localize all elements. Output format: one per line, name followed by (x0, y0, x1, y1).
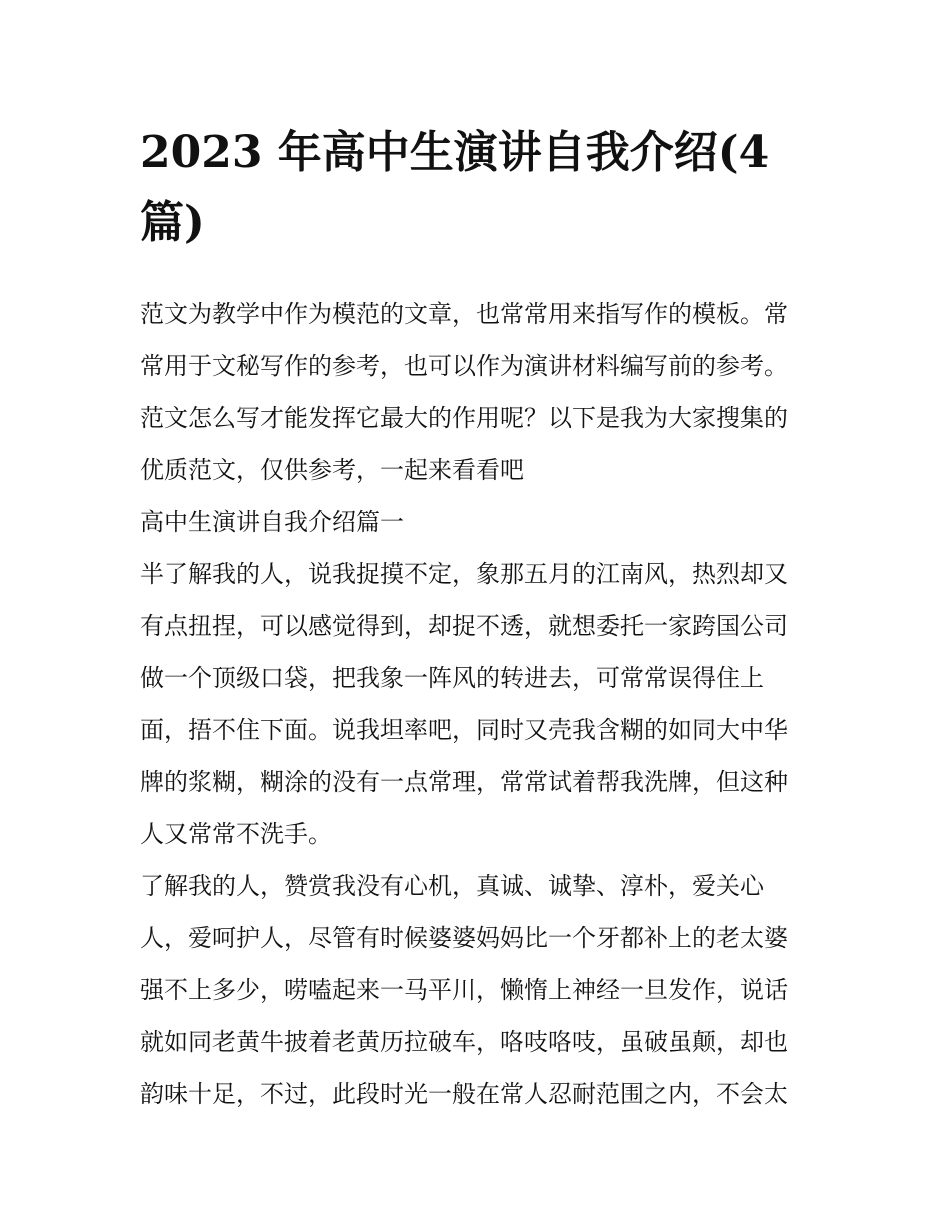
text-line: 常用于文秘写作的参考，也可以作为演讲材料编写前的参考。 (140, 352, 788, 380)
text-line: 有点扭捏，可以感觉得到，却捉不透，就想委托一家跨国公司 (140, 612, 788, 640)
title-line: 2023 年高中生演讲自我介绍(4 (140, 127, 770, 178)
text-line: 牌的浆糊，糊涂的没有一点常理，常常试着帮我洗牌，但这种 (140, 768, 788, 796)
text-line: 韵味十足，不过，此段时光一般在常人忍耐范围之内，不会太 (140, 1080, 788, 1108)
document-title (140, 118, 820, 258)
text-line: 半了解我的人，说我捉摸不定，象那五月的江南风，热烈却又 (140, 560, 788, 588)
body-paragraph-1 (140, 548, 820, 860)
text-line: 优质范文，仅供参考，一起来看看吧 (140, 456, 524, 484)
text-line: 人又常常不洗手。 (140, 820, 332, 848)
text-line: 范文为教学中作为模范的文章，也常常用来指写作的模板。常 (140, 300, 788, 328)
text-line: 范文怎么写才能发挥它最大的作用呢？以下是我为大家搜集的 (140, 404, 788, 432)
document-page (140, 118, 820, 1120)
section-heading: 高中生演讲自我介绍篇一 (140, 508, 404, 536)
text-line: 就如同老黄牛披着老黄历拉破车，咯吱咯吱，虽破虽颠，却也 (140, 1028, 788, 1056)
text-line: 人，爱呵护人，尽管有时候婆婆妈妈比一个牙都补上的老太婆 (140, 924, 788, 952)
body-paragraph-2 (140, 860, 820, 1120)
text-line: 面，捂不住下面。说我坦率吧，同时又壳我含糊的如同大中华 (140, 716, 788, 744)
title-line: 篇) (140, 197, 205, 248)
intro-paragraph (140, 288, 820, 496)
text-line: 强不上多少，唠嗑起来一马平川，懒惰上神经一旦发作，说话 (140, 976, 788, 1004)
text-line: 了解我的人，赞赏我没有心机，真诚、诚挚、淳朴，爱关心 (140, 872, 764, 900)
text-line: 做一个顶级口袋，把我象一阵风的转进去，可常常误得住上 (140, 664, 764, 692)
